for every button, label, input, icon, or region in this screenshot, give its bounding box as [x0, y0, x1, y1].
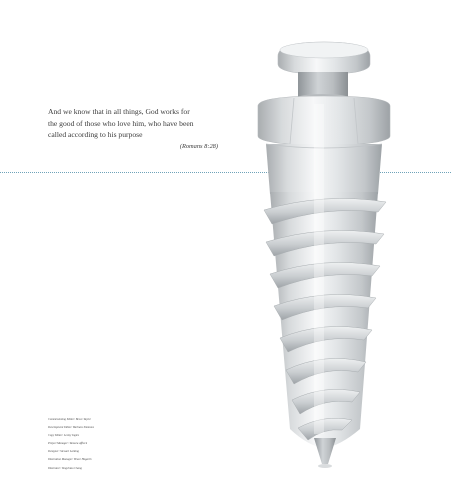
quote-citation: (Romans 8:28): [179, 143, 218, 150]
credit-line: Commissioning Editor: Bruce Taylor: [48, 417, 91, 421]
production-credits: [48, 415, 178, 472]
quote-line-1: And we know that in all things, God works for: [48, 107, 190, 116]
implant-head-top: [280, 42, 368, 58]
credit-line: Project Manager: Tamara Affleck: [48, 441, 87, 446]
credit-line: Designer: Stewart Larking: [48, 449, 79, 454]
mini-implant-illustration: [228, 34, 418, 474]
bible-quote: [48, 106, 228, 141]
credit-line: Illustrator: Tengchiao Chang: [48, 465, 82, 470]
credit-line: Illustration Manager: Bruce Hogarth: [48, 457, 92, 462]
implant-tip: [314, 438, 336, 464]
quote-line-3: called according to his purpose: [48, 130, 143, 140]
credit-line: Copy Editor: Lesley Ingles: [48, 433, 80, 438]
credit-line: Development Editor: Barbara Simmons: [48, 425, 95, 430]
quote-line-2: the good of those who love him, who have been: [48, 118, 194, 128]
